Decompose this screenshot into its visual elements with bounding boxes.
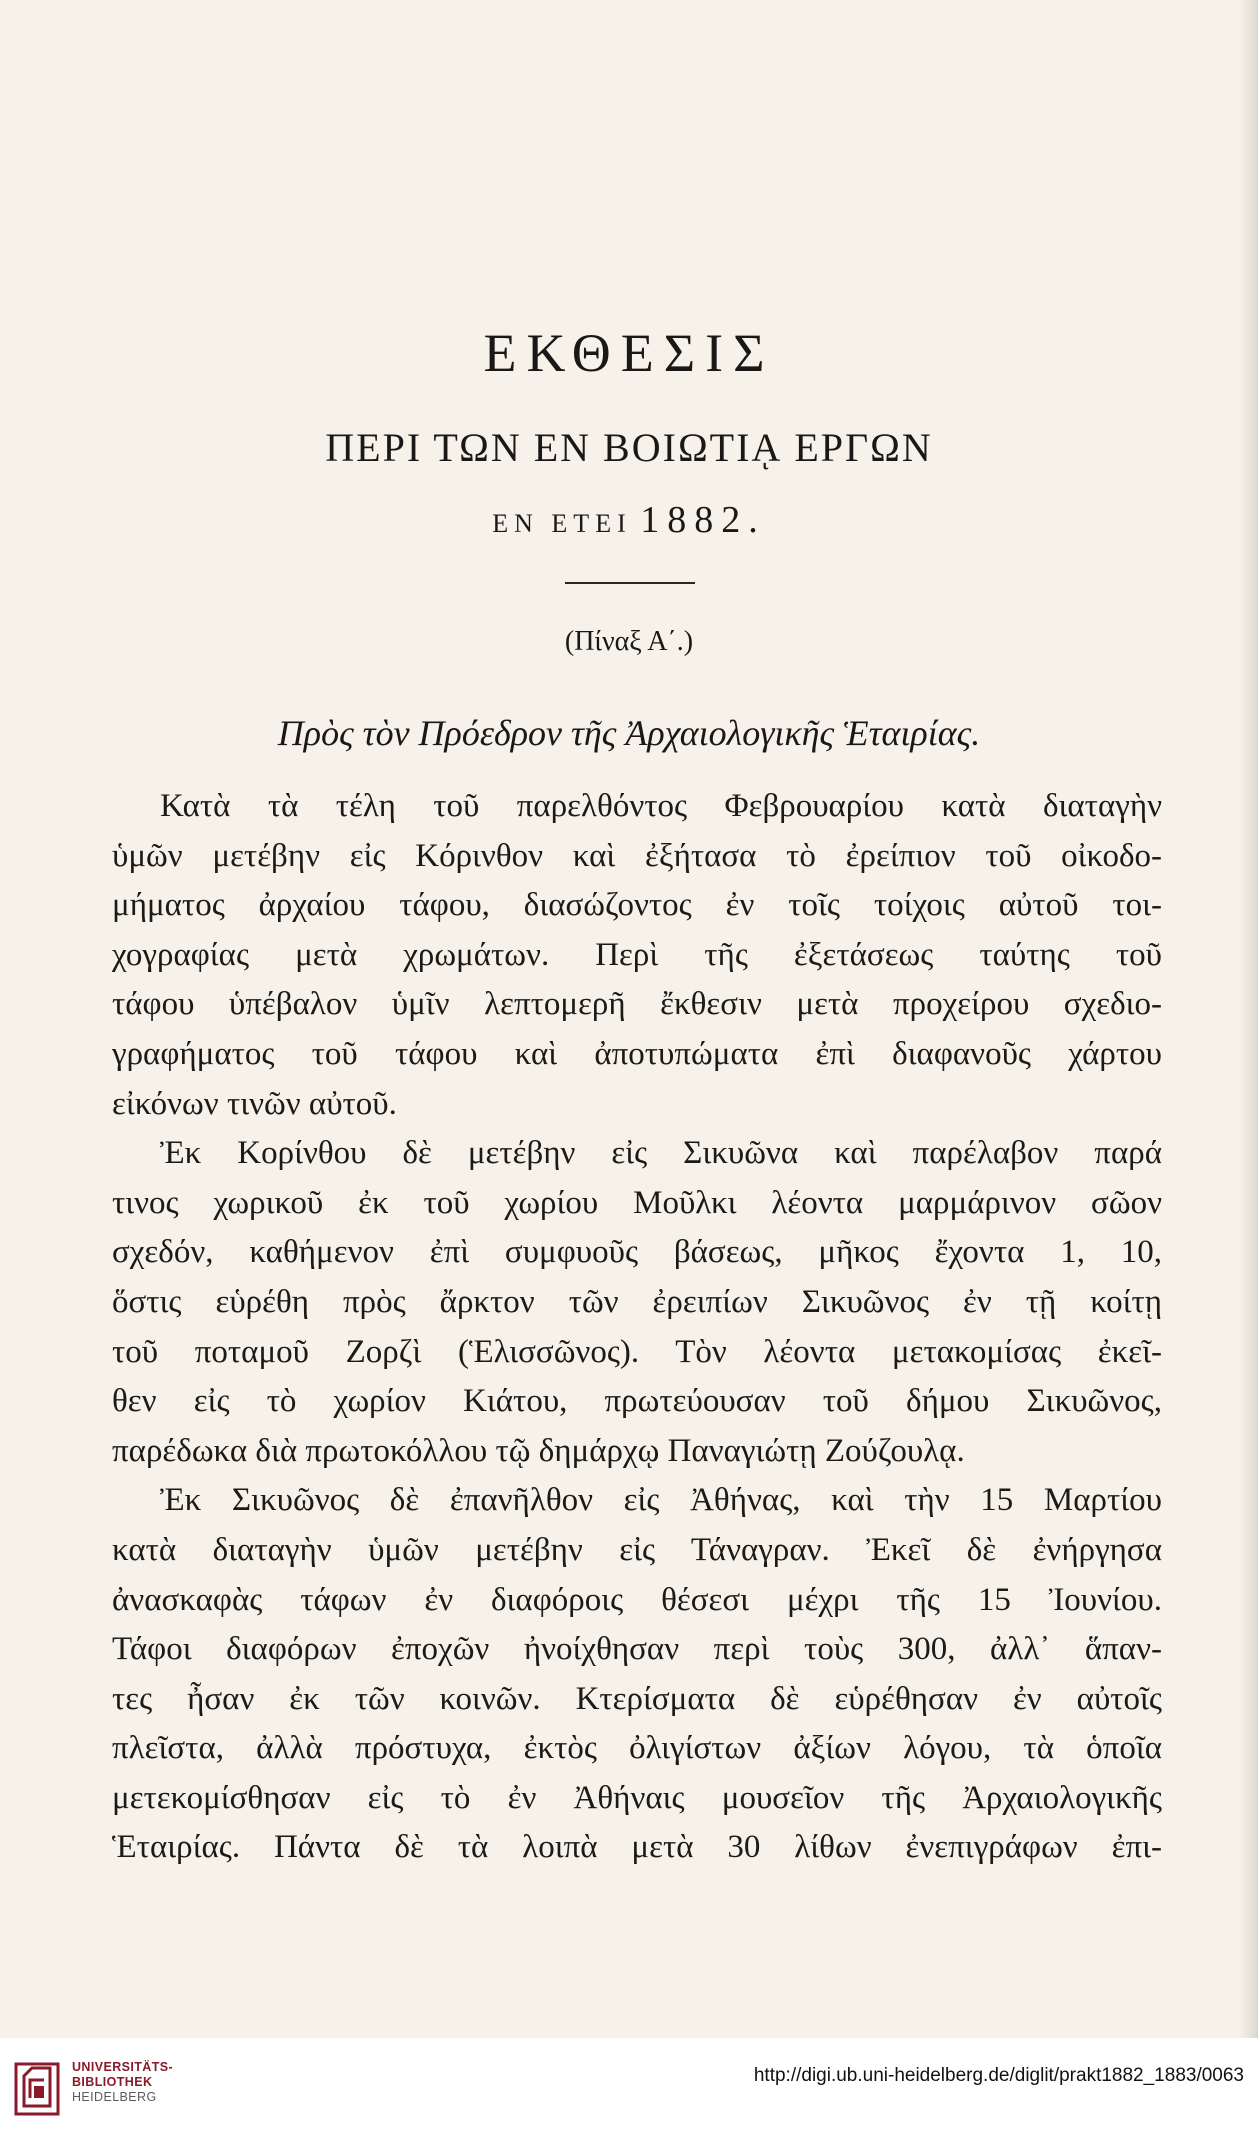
body-line: σχεδόν, καθήμενον ἐπὶ συμφυοῦς βάσεως, μῆκος ἔχοντα 1, 10, bbox=[112, 1234, 1162, 1271]
library-name-line3: HEIDELBERG bbox=[72, 2090, 157, 2104]
library-name-line2: BIBLIOTHEK bbox=[72, 2075, 153, 2089]
report-title: ΕΚΘΕΣΙΣ bbox=[483, 323, 775, 383]
library-name bbox=[72, 2060, 173, 2105]
heidelberg-library-logo-icon[interactable] bbox=[14, 2058, 60, 2118]
body-line: θεν εἰς τὸ χωρίον Κιάτου, πρωτεύουσαν τοῦ δήμου Σικυῶνος, bbox=[112, 1383, 1162, 1420]
body-text bbox=[112, 782, 1162, 1873]
body-line: Κατὰ τὰ τέλη τοῦ παρελθόντος Φεβρουαρίου κατὰ διαταγὴν bbox=[160, 788, 1162, 824]
body-line: εἰκόνων τινῶν αὐτοῦ. bbox=[112, 1085, 397, 1122]
body-line: τοῦ ποταμοῦ Ζορζὶ (Ἑλισσῶνος). Τὸν λέοντα μετακομίσας ἐκεῖ- bbox=[112, 1333, 1162, 1370]
footer-bar bbox=[0, 2038, 1258, 2138]
body-line: ὑμῶν μετέβην εἰς Κόρινθον καὶ ἐξήτασα τὸ ἐρείπιον τοῦ οἰκοδο- bbox=[112, 837, 1162, 874]
year-value: 1882. bbox=[640, 499, 766, 541]
body-line: τάφου ὑπέβαλον ὑμῖν λεπτομερῆ ἔκθεσιν μετὰ προχείρου σχεδιο- bbox=[112, 986, 1162, 1023]
body-line: παρέδωκα διὰ πρωτοκόλλου τῷ δημάρχῳ Παναγιώτῃ Ζούζουλᾳ. bbox=[112, 1432, 965, 1469]
body-line: Ἐκ Κορίνθου δὲ μετέβην εἰς Σικυῶνα καὶ παρέλαβον παρά bbox=[160, 1135, 1162, 1172]
body-line: Ἑταιρίας. Πάντα δὲ τὰ λοιπὰ μετὰ 30 λίθων ἐνεπιγράφων ἐπι- bbox=[112, 1829, 1162, 1866]
body-line: μήματος ἀρχαίου τάφου, διασώζοντος ἐν τοῖς τοίχοις αὐτοῦ τοι- bbox=[112, 887, 1162, 924]
report-year-line bbox=[0, 498, 1258, 542]
body-line: Τάφοι διαφόρων ἐποχῶν ἠνοίχθησαν περὶ τοὺς 300, ἀλλ᾽ ἅπαν- bbox=[112, 1631, 1162, 1668]
plate-label: (Πίναξ Α΄.) bbox=[564, 626, 694, 657]
salutation: Πρὸς τὸν Πρόεδρον τῆς Ἀρχαιολογικῆς Ἑταιρίας. bbox=[277, 713, 981, 753]
body-line: Ἐκ Σικυῶνος δὲ ἐπανῆλθον εἰς Ἀθήνας, καὶ τὴν 15 Μαρτίου bbox=[160, 1482, 1162, 1519]
body-line: χογραφίας μετὰ χρωμάτων. Περὶ τῆς ἐξετάσεως ταύτης τοῦ bbox=[112, 936, 1162, 973]
body-line: μετεκομίσθησαν εἰς τὸ ἐν Ἀθήναις μουσεῖον τῆς Ἀρχαιολογικῆς bbox=[112, 1779, 1162, 1816]
body-line: γραφήματος τοῦ τάφου καὶ ἀποτυπώματα ἐπὶ διαφανοῦς χάρτου bbox=[112, 1035, 1162, 1072]
heading-divider bbox=[565, 582, 695, 584]
body-line: ὅστις εὑρέθη πρὸς ἄρκτον τῶν ἐρειπίων Σικυῶνος ἐν τῇ κοίτῃ bbox=[112, 1283, 1162, 1320]
library-name-line1: UNIVERSITÄTS- bbox=[72, 2060, 174, 2074]
body-line: τες ἦσαν ἐκ τῶν κοινῶν. Κτερίσματα δὲ εὑρέθησαν ἐν αὐτοῖς bbox=[112, 1680, 1162, 1717]
body-line: κατὰ διαταγὴν ὑμῶν μετέβην εἰς Τάναγραν. Ἐκεῖ δὲ ἐνήργησα bbox=[112, 1531, 1162, 1568]
body-line: τινος χωρικοῦ ἐκ τοῦ χωρίου Μοῦλκι λέοντα μαρμάρινον σῶον bbox=[112, 1184, 1162, 1221]
body-line: ἀνασκαφὰς τάφων ἐν διαφόροις θέσεσι μέχρι τῆς 15 Ἰουνίου. bbox=[112, 1581, 1162, 1618]
report-subtitle: ΠΕΡΙ ΤΩΝ ΕΝ ΒΟΙΩΤΙᾼ ΕΡΓΩΝ bbox=[325, 425, 933, 470]
year-prefix: ΕΝ ΕΤΕΙ bbox=[492, 509, 632, 538]
body-line: πλεῖστα, ἀλλὰ πρόστυχα, ἐκτὸς ὀλιγίστων ἀξίων λόγου, τὰ ὁποῖα bbox=[112, 1730, 1162, 1767]
source-url-link[interactable]: http://digi.ub.uni-heidelberg.de/diglit/prakt1882_1883/0063 bbox=[753, 2065, 1244, 2086]
page-edge-shadow bbox=[1239, 0, 1257, 2038]
